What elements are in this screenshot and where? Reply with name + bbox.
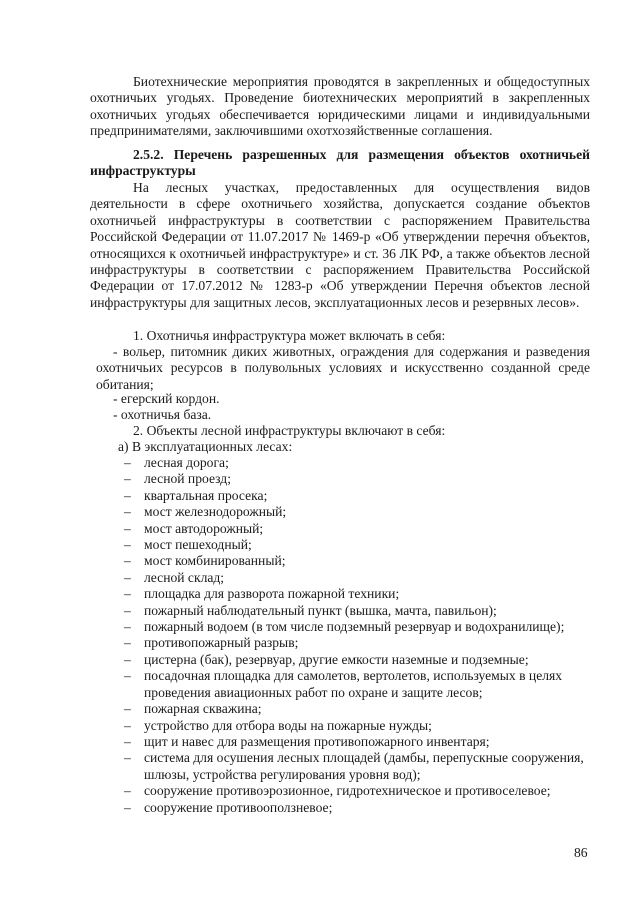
list-item-text: цистерна (бак), резервуар, другие емкости наземные и подземные; (144, 651, 529, 667)
dash-marker: – (124, 651, 131, 667)
list-item (124, 800, 594, 816)
list-item-text: щит и навес для размещения противопожарного инвентаря; (144, 733, 490, 749)
intro-paragraph: Биотехнические мероприятия проводятся в закрепленных и общедоступных охотничьих угодьях. Проведение биотехнических мероприятий в закрепленных охотничьих угодьях обеспечивается юридическими лицами и индивидуальными предпринимателями, заключившими охотхозяйственные соглашения. (90, 74, 590, 139)
dash-marker: – (124, 487, 131, 503)
list-item (124, 635, 594, 651)
dash-marker: – (124, 750, 131, 766)
list-item-text: квартальная просека; (144, 487, 268, 503)
list-item (124, 718, 594, 734)
dash-marker: – (124, 799, 131, 815)
dash-marker: – (124, 717, 131, 733)
dash-marker: – (124, 504, 131, 520)
dash-marker: – (124, 553, 131, 569)
list-item-text: сооружение противооползневое; (144, 799, 333, 815)
list-item-text: мост автодорожный; (144, 520, 264, 536)
list-item (124, 570, 594, 586)
list-item (124, 603, 594, 619)
list-item (124, 652, 594, 668)
list-item (124, 619, 594, 635)
list-item-text: пожарный водоем (в том числе подземный резервуар и водохранилище); (144, 619, 565, 635)
list-item-text: лесная дорога; (144, 455, 229, 470)
list-item (124, 783, 594, 799)
dash-marker: – (124, 635, 131, 651)
body-paragraph: На лесных участках, предоставленных для осуществления видов деятельности в сфере охотничьего хозяйства, допускается создание объектов охотничьей инфраструктуры в соответствии с распоряжением Правительства Российской Федерации от 11.07.2017 № 1469-р «Об утверждении перечня объектов, относящихся к охотничьей инфраструктуре» и ст. 36 ЛК РФ, а также объектов лесной инфраструктуры в соответствии с распоряжением Правительства Российской Федерации от 17.07.2012 № 1283-р «Об утверждении Перечня объектов лесной инфраструктуры для защитных лесов, эксплуатационных лесов и резервных лесов». (90, 180, 590, 310)
list-item-text: противопожарный разрыв; (144, 635, 299, 651)
dash-marker: – (124, 783, 131, 799)
list-item-text: система для осушения лесных площадей (дамбы, перепускные сооружения, шлюзы, устройства регулирования уровня вод); (144, 750, 584, 782)
infrastructure-list (124, 455, 594, 816)
list-item (124, 488, 594, 504)
item2-sub-a: а) В эксплуатационных лесах: (118, 439, 293, 454)
list-item (124, 668, 594, 701)
list-item-text: мост железнодорожный; (144, 504, 287, 520)
item2-heading: 2. Объекты лесной инфраструктуры включают в себя: (133, 423, 446, 438)
dash-marker: – (124, 701, 131, 717)
list-item (124, 471, 594, 487)
list-item (124, 537, 594, 553)
list-item-text: посадочная площадка для самолетов, вертолетов, используемых в целях проведения авиационных работ по охране и защите лесов; (144, 668, 563, 700)
list-item (124, 734, 594, 750)
item1-subitem: - егерский кордон. (113, 391, 220, 406)
item1-subitem: - охотничья база. (113, 407, 212, 422)
list-item-text: пожарная скважина; (144, 701, 262, 717)
list-item (124, 750, 594, 783)
dash-marker: – (124, 569, 131, 585)
dash-marker: – (124, 602, 131, 618)
dash-marker: – (124, 586, 131, 602)
list-item-text: площадка для разворота пожарной техники; (144, 586, 400, 602)
list-item (124, 701, 594, 717)
dash-marker: – (124, 455, 131, 470)
list-item-text: устройство для отбора воды на пожарные нужды; (144, 717, 432, 733)
item1-heading: 1. Охотничья инфраструктура может включать в себя: (133, 328, 446, 343)
list-item (124, 504, 594, 520)
list-item-text: мост комбинированный; (144, 553, 286, 569)
dash-marker: – (124, 733, 131, 749)
list-item-text: сооружение противоэрозионное, гидротехническое и противоселевое; (144, 783, 551, 799)
dash-marker: – (124, 537, 131, 553)
list-item (124, 553, 594, 569)
dash-marker: – (124, 668, 131, 684)
list-item-text: лесной проезд; (144, 471, 231, 487)
list-item-text: лесной склад; (144, 569, 225, 585)
section-heading: 2.5.2. Перечень разрешенных для размещения объектов охотничьей инфраструктуры (90, 147, 590, 178)
list-item (124, 455, 594, 471)
list-item-text: пожарный наблюдательный пункт (вышка, мачта, павильон); (144, 602, 497, 618)
dash-marker: – (124, 520, 131, 536)
dash-marker: – (124, 471, 131, 487)
list-item (124, 521, 594, 537)
dash-marker: – (124, 619, 131, 635)
list-item (124, 586, 594, 602)
page-number: 86 (574, 845, 588, 860)
item1-subitem: - вольер, питомник диких животных, ограждения для содержания и разведения охотничьих ресурсов в полувольных условиях и искусственно созданной среде обитания; (96, 344, 590, 392)
list-item-text: мост пешеходный; (144, 537, 252, 553)
